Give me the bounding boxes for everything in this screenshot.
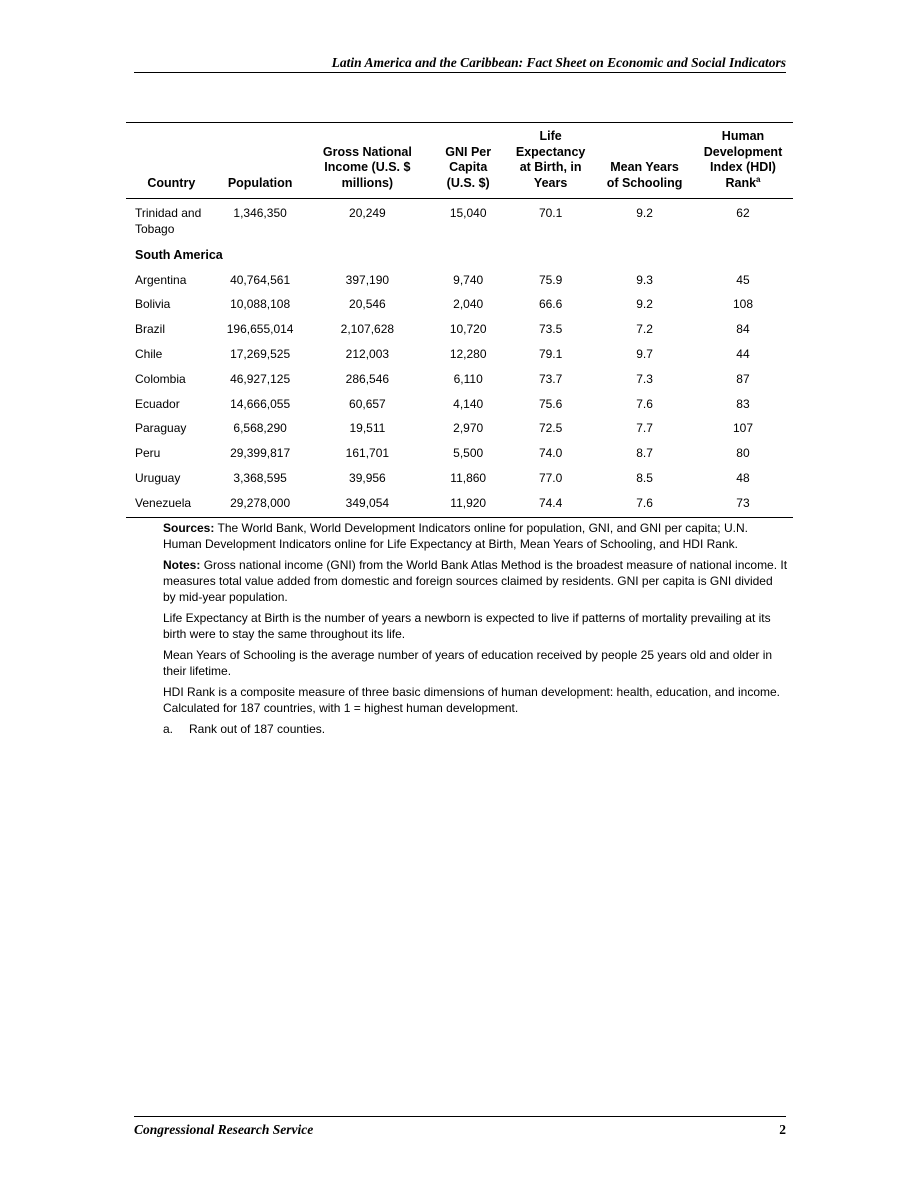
cell-population: 1,346,350 bbox=[233, 205, 287, 220]
cell-gni-per-capita: 6,110 bbox=[453, 371, 483, 386]
cell-life-expectancy: 77.0 bbox=[538, 470, 563, 485]
cell-gni: 39,956 bbox=[349, 470, 386, 485]
cell-gni-per-capita: 11,860 bbox=[450, 470, 487, 485]
cell-hdi-rank: 48 bbox=[736, 470, 750, 485]
cell-hdi-rank: 84 bbox=[736, 322, 750, 337]
cell-country: Uruguay bbox=[135, 470, 181, 485]
cell-schooling: 7.6 bbox=[636, 495, 653, 510]
table-row bbox=[126, 268, 793, 293]
cell-gni-per-capita: 2,040 bbox=[453, 297, 484, 312]
cell-country: Brazil bbox=[135, 322, 166, 337]
cell-life-expectancy: 75.6 bbox=[538, 396, 563, 411]
cell-gni: 20,546 bbox=[349, 297, 386, 312]
cell-population: 46,927,125 bbox=[230, 371, 291, 386]
column-header-gni-per-capita-text: GNI Per Capita (U.S. $) bbox=[445, 144, 492, 191]
cell-hdi-rank: 83 bbox=[736, 396, 750, 411]
hdi-note: HDI Rank is a composite measure of three basic dimensions of human development: health, education, and income. Calculated for 187 countries, with 1 = highest human development. bbox=[163, 684, 781, 716]
table-row bbox=[126, 491, 793, 517]
life-expectancy-note: Life Expectancy at Birth is the number of years a newborn is expected to live if patterns of mortality prevailing at its birth were to stay the same throughout its life. bbox=[163, 611, 771, 642]
schooling-note: Mean Years of Schooling is the average number of years of education received by people 25 years old and older in their lifetime. bbox=[163, 647, 773, 679]
cell-schooling: 8.5 bbox=[636, 470, 653, 485]
table-header-row bbox=[126, 123, 793, 199]
cell-gni-per-capita: 4,140 bbox=[453, 396, 484, 411]
cell-schooling: 7.3 bbox=[636, 371, 653, 386]
cell-country: Argentina bbox=[135, 272, 187, 287]
column-header-schooling-text: Mean Years of Schooling bbox=[606, 160, 683, 191]
cell-hdi-rank: 80 bbox=[736, 446, 750, 461]
cell-life-expectancy: 79.1 bbox=[538, 347, 563, 361]
column-header-schooling bbox=[596, 123, 693, 199]
footnote-text: Rank out of 187 counties. bbox=[189, 721, 326, 736]
cell-population: 14,666,055 bbox=[230, 396, 291, 411]
column-header-life-expectancy-text: Life Expectancy at Birth, in Years bbox=[515, 129, 586, 191]
cell-population: 17,269,525 bbox=[230, 347, 291, 361]
cell-hdi-rank: 107 bbox=[732, 421, 753, 436]
column-header-population: Population bbox=[227, 176, 293, 191]
notes-text: Gross national income (GNI) from the World Bank Atlas Method is the broadest measure of national income. It measures total value added from domestic and foreign sources claimed by residents. GNI per capita is GNI divided by mid-year population. bbox=[163, 557, 788, 605]
cell-gni-per-capita: 11,920 bbox=[450, 495, 487, 510]
cell-gni: 286,546 bbox=[345, 371, 390, 386]
cell-gni-per-capita: 9,740 bbox=[453, 272, 484, 287]
notes-note bbox=[163, 557, 788, 606]
sources-note bbox=[163, 520, 788, 552]
footnote-a bbox=[163, 721, 788, 737]
running-header bbox=[134, 54, 786, 73]
cell-population: 29,278,000 bbox=[230, 495, 291, 510]
table-row bbox=[126, 317, 793, 342]
column-header-gni-per-capita bbox=[431, 123, 505, 199]
cell-life-expectancy: 74.0 bbox=[538, 446, 563, 461]
cell-gni: 161,701 bbox=[345, 446, 390, 461]
cell-gni: 60,657 bbox=[349, 396, 386, 411]
cell-gni: 2,107,628 bbox=[340, 322, 395, 337]
cell-gni-per-capita: 12,280 bbox=[449, 347, 487, 361]
cell-country: Bolivia bbox=[135, 297, 171, 312]
page-number: 2 bbox=[779, 1122, 786, 1137]
cell-population: 196,655,014 bbox=[226, 322, 294, 337]
cell-gni: 349,054 bbox=[345, 495, 390, 510]
cell-schooling: 7.6 bbox=[636, 396, 653, 411]
cell-hdi-rank: 62 bbox=[736, 205, 750, 220]
table-row bbox=[126, 367, 793, 392]
footnote-marker: a bbox=[756, 174, 761, 184]
column-header-hdi-rank-text: Human Development Index (HDI) Rank bbox=[703, 129, 783, 191]
column-header-country: Country bbox=[147, 176, 196, 191]
section-row bbox=[126, 241, 793, 268]
cell-life-expectancy: 74.4 bbox=[538, 495, 563, 510]
cell-hdi-rank: 87 bbox=[736, 371, 750, 386]
cell-gni-per-capita: 5,500 bbox=[453, 446, 484, 461]
cell-life-expectancy: 66.6 bbox=[538, 297, 563, 312]
cell-hdi-rank: 44 bbox=[736, 347, 750, 361]
table-row bbox=[126, 466, 793, 491]
cell-hdi-rank: 45 bbox=[736, 272, 750, 287]
cell-life-expectancy: 72.5 bbox=[538, 421, 563, 436]
cell-gni-per-capita: 10,720 bbox=[449, 322, 487, 337]
cell-population: 6,568,290 bbox=[233, 421, 287, 436]
cell-life-expectancy: 73.5 bbox=[538, 322, 563, 337]
cell-country: Chile bbox=[135, 347, 163, 361]
cell-gni-per-capita: 15,040 bbox=[449, 205, 487, 220]
sources-text: The World Bank, World Development Indicators online for population, GNI, and GNI per capita; U.N. Human Development Indicators online for Life Expectancy at Birth, Mean Years of Schooling, and HDI Rank. bbox=[163, 521, 748, 552]
table-notes bbox=[163, 520, 788, 737]
cell-life-expectancy: 70.1 bbox=[538, 205, 563, 220]
cell-hdi-rank: 108 bbox=[732, 297, 753, 312]
cell-schooling: 9.2 bbox=[636, 297, 653, 312]
cell-schooling: 9.2 bbox=[636, 205, 653, 220]
cell-gni: 212,003 bbox=[345, 347, 390, 361]
table-row bbox=[126, 342, 793, 367]
column-header-life-expectancy bbox=[505, 123, 596, 199]
running-footer bbox=[134, 1116, 786, 1138]
cell-life-expectancy: 75.9 bbox=[538, 272, 563, 287]
cell-schooling: 8.7 bbox=[636, 446, 653, 461]
cell-country: Ecuador bbox=[135, 396, 180, 411]
cell-population: 3,368,595 bbox=[233, 470, 287, 485]
cell-population: 29,399,817 bbox=[230, 446, 291, 461]
table-body bbox=[126, 198, 793, 517]
cell-country: Colombia bbox=[135, 371, 186, 386]
cell-country: Trinidad and Tobago bbox=[135, 205, 202, 236]
table-row bbox=[126, 392, 793, 417]
section-label: South America bbox=[135, 247, 223, 262]
table-row bbox=[126, 416, 793, 441]
cell-country: Peru bbox=[135, 446, 161, 461]
cell-gni: 19,511 bbox=[349, 421, 386, 436]
cell-gni: 397,190 bbox=[345, 272, 390, 287]
cell-schooling: 9.3 bbox=[636, 272, 653, 287]
sources-label: Sources: bbox=[163, 521, 215, 535]
cell-life-expectancy: 73.7 bbox=[538, 371, 563, 386]
cell-population: 40,764,561 bbox=[230, 272, 291, 287]
cell-gni: 20,249 bbox=[349, 205, 386, 220]
document-title: Latin America and the Caribbean: Fact Sheet on Economic and Social Indicators bbox=[331, 55, 786, 70]
cell-schooling: 9.7 bbox=[636, 347, 653, 361]
cell-country: Paraguay bbox=[135, 421, 187, 436]
notes-label: Notes: bbox=[163, 557, 201, 572]
indicators-table bbox=[126, 122, 793, 518]
cell-population: 10,088,108 bbox=[230, 297, 291, 312]
table-row bbox=[126, 198, 793, 241]
column-header-gni-text: Gross National Income (U.S. $ millions) bbox=[322, 144, 412, 191]
column-header-hdi-rank bbox=[693, 123, 793, 199]
cell-country: Venezuela bbox=[135, 495, 192, 510]
table-row bbox=[126, 441, 793, 466]
cell-gni-per-capita: 2,970 bbox=[453, 421, 484, 436]
cell-hdi-rank: 73 bbox=[736, 495, 750, 510]
column-header-gni bbox=[304, 123, 432, 199]
footnote-letter: a. bbox=[163, 721, 174, 736]
cell-schooling: 7.2 bbox=[636, 322, 653, 337]
cell-schooling: 7.7 bbox=[636, 421, 653, 436]
table-row bbox=[126, 292, 793, 317]
footer-organization: Congressional Research Service bbox=[134, 1122, 314, 1137]
